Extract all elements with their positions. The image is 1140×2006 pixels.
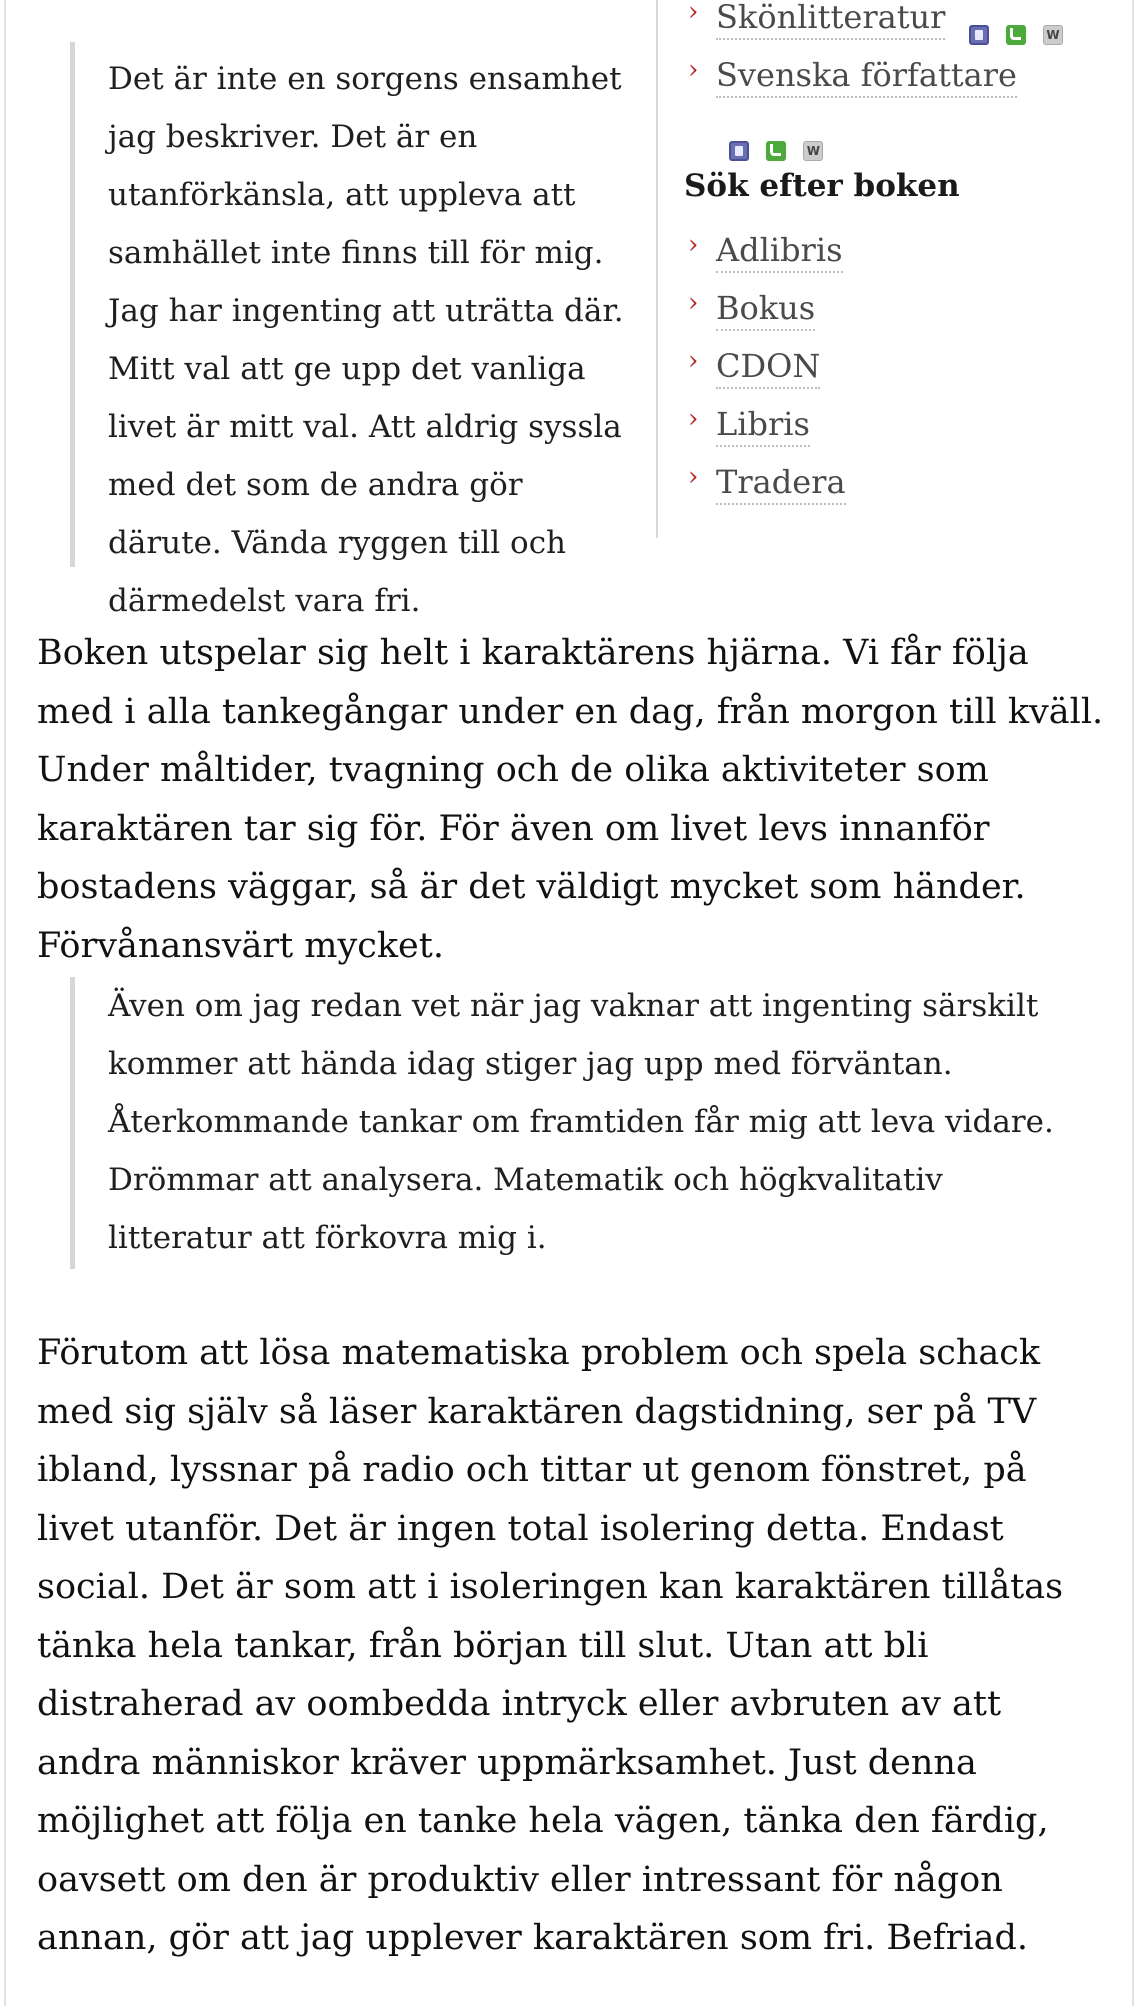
b-icon[interactable]	[969, 25, 989, 45]
l-icon[interactable]	[766, 141, 786, 161]
blockquote-excerpt-1	[70, 42, 640, 619]
quote-text: Det är inte en sorgens ensamhet jag beskriver. Det är en utanförkänsla, att uppleva att samhället inte finns till för mig. Jag har ingenting att uträtta där. Mitt val att ge upp det vanliga livet är mitt val. Att aldrig syssla med det som de andra gör därute. Vända ryggen till och därmedelst vara fri.	[108, 61, 624, 619]
sidebar	[656, 0, 1096, 538]
chevron-right-icon: ›	[688, 346, 699, 376]
list-item	[658, 395, 846, 453]
list-item	[658, 279, 846, 337]
chevron-right-icon: ›	[688, 288, 699, 318]
b-icon[interactable]	[729, 141, 749, 161]
chevron-right-icon: ›	[688, 230, 699, 260]
shop-link-adlibris[interactable]: Adlibris	[716, 231, 843, 273]
blockquote-excerpt-2	[70, 977, 1070, 1269]
w-icon[interactable]: W	[803, 141, 823, 161]
category-link-svenska-forfattare[interactable]: Svenska författare	[716, 56, 1017, 98]
source-icons	[962, 8, 1063, 42]
list-item	[658, 46, 1096, 158]
shop-link-bokus[interactable]: Bokus	[716, 289, 815, 331]
w-icon[interactable]: W	[1043, 25, 1063, 45]
list-item	[658, 0, 1096, 46]
body-paragraph-2: Förutom att lösa matematiska problem och spela schack med sig själv så läser karaktären dagstidning, ser på TV ibland, lyssnar på radio och tittar ut genom fönstret, på livet utanför. Det är ingen total isolering detta. Endast social. Det är som att i isoleringen kan karaktären tillåtas tänka hela tankar, från början till slut. Utan att bli distraherad av oombedda intryck eller avbruten av att andra människor kräver uppmärksamhet. Just denna möjlighet att följa en tanke hela vägen, tänka den färdig, oavsett om den är produktiv eller intressant för någon annan, gör att jag upplever karaktären som fri. Befriad.	[37, 1333, 1064, 1958]
category-link-skonlitteratur[interactable]: Skönlitteratur	[716, 0, 945, 40]
l-icon[interactable]	[1006, 25, 1026, 45]
body-paragraph-1: Boken utspelar sig helt i karaktärens hjärna. Vi får följa med i alla tankegångar under en dag, från morgon till kväll. Under måltider, tvagning och de olika aktiviteter som karaktären tar sig för. För även om livet levs innanför bostadens väggar, så är det väldigt mycket som händer. Förvånansvärt mycket.	[37, 633, 1104, 966]
list-item	[658, 453, 846, 511]
list-item	[658, 337, 846, 395]
shop-link-cdon[interactable]: CDON	[716, 347, 820, 389]
category-list	[658, 0, 1096, 158]
shop-link-libris[interactable]: Libris	[716, 405, 810, 447]
source-icons	[722, 124, 823, 158]
search-heading: Sök efter boken	[684, 168, 960, 204]
chevron-right-icon: ›	[688, 462, 699, 492]
chevron-right-icon: ›	[688, 404, 699, 434]
quote-text: Även om jag redan vet när jag vaknar att ingenting särskilt kommer att hända idag stiger jag upp med förväntan. Återkommande tankar om framtiden får mig att leva vidare. Drömmar att analysera. Matematik och högkvalitativ litteratur att förkovra mig i.	[108, 988, 1054, 1256]
chevron-right-icon: ›	[688, 55, 699, 85]
shop-list	[658, 221, 846, 511]
chevron-right-icon: ›	[688, 0, 699, 27]
list-item	[658, 221, 846, 279]
shop-link-tradera[interactable]: Tradera	[716, 463, 846, 505]
